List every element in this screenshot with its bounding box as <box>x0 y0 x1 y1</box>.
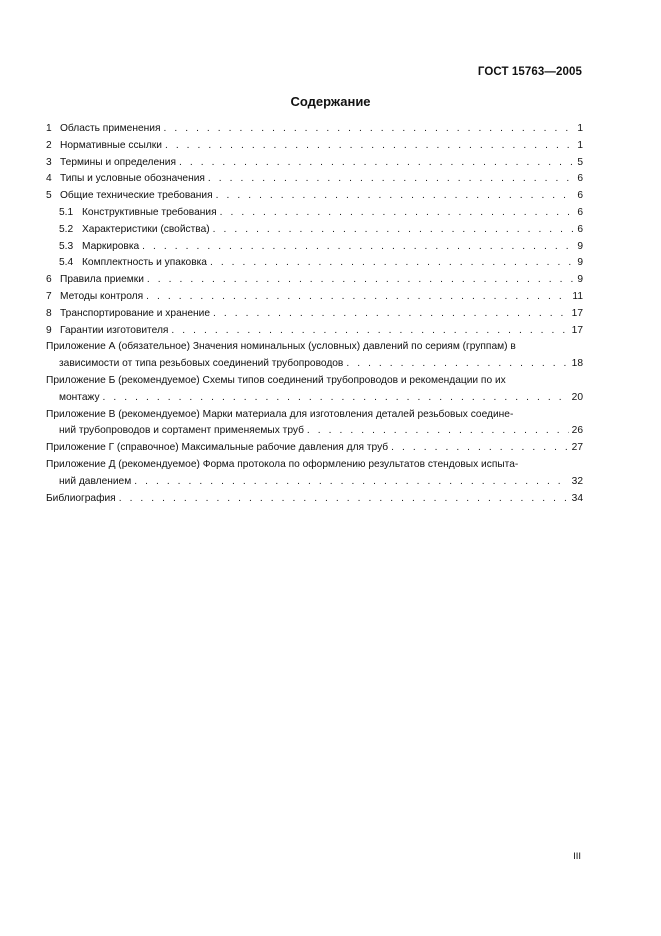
toc-entry-title: Общие технические требования <box>60 190 213 202</box>
toc-entry-title: Область применения <box>60 123 161 134</box>
dot-leader <box>216 188 575 205</box>
toc-entry-number: 6 <box>46 274 52 286</box>
dot-leader <box>134 474 568 491</box>
toc-entry-5-4[interactable] <box>46 255 583 272</box>
toc-entry-title: Транспортирование и хранение <box>60 307 211 319</box>
dot-leader <box>210 255 574 272</box>
toc-entry-page: 5 <box>577 156 583 168</box>
toc-entry-page: 32 <box>571 475 583 487</box>
toc-entry-5[interactable] <box>46 188 583 205</box>
appendix-title: Приложение В (рекомендуемое) Марки материала для изготовления деталей резьбовых соедине- <box>46 408 514 420</box>
toc-entry-5-1[interactable] <box>46 205 583 222</box>
toc-entry-7[interactable] <box>46 289 583 306</box>
toc-entry-page: 26 <box>571 425 583 437</box>
toc-entry-page: 17 <box>571 324 583 336</box>
toc-entry-page: 20 <box>571 391 583 403</box>
standard-code: ГОСТ 15763—2005 <box>477 66 582 78</box>
toc-entry-page: 9 <box>577 274 583 286</box>
toc-entry-page: 1 <box>577 123 583 134</box>
toc-entry-number: 4 <box>46 173 52 185</box>
toc-appendix-v[interactable] <box>46 407 583 441</box>
toc-entry-title: Типы и условные обозначения <box>60 173 205 185</box>
toc-entry-number: 5.2 <box>59 223 74 235</box>
toc-entry-title: Комплектность и упаковка <box>82 257 207 269</box>
dot-leader <box>171 323 568 340</box>
toc-entry-1[interactable] <box>46 121 583 138</box>
toc-entry-6[interactable] <box>46 272 583 289</box>
toc-entry-number: 5.1 <box>59 206 74 218</box>
dot-leader <box>220 205 575 222</box>
appendix-title: Приложение А (обязательное) Значения номинальных (условных) давлений по сериям (группам) в <box>46 341 516 353</box>
dot-leader <box>103 390 569 407</box>
toc-entry-4[interactable] <box>46 171 583 188</box>
dot-leader <box>163 121 574 138</box>
toc-entry-number: 3 <box>46 156 52 168</box>
toc-entry-page: 9 <box>577 257 583 269</box>
toc-entry-page: 18 <box>571 358 583 370</box>
dot-leader <box>213 222 575 239</box>
toc-title: Содержание <box>290 94 371 109</box>
toc-entry-page: 17 <box>571 307 583 319</box>
toc-entry-title: Термины и определения <box>60 156 176 168</box>
toc-entry-8[interactable] <box>46 306 583 323</box>
page-number: III <box>573 851 581 862</box>
toc-entry-title: Нормативные ссылки <box>60 139 162 151</box>
dot-leader <box>213 306 569 323</box>
toc-entry-number: 2 <box>46 139 52 151</box>
toc-entry-2[interactable] <box>46 138 583 155</box>
dot-leader <box>165 138 574 155</box>
dot-leader <box>307 423 569 440</box>
appendix-title-continued: зависимости от типа резьбовых соединений трубопроводов <box>59 358 344 370</box>
toc-bibliography[interactable] <box>46 491 583 508</box>
toc-entry-number: 7 <box>46 290 52 302</box>
toc-entry-number: 8 <box>46 307 52 319</box>
toc-entry-number: 5.4 <box>59 257 74 269</box>
toc-entry-page: 11 <box>572 290 583 302</box>
toc-entry-title: Правила приемки <box>60 274 144 286</box>
toc-entry-title: Гарантии изготовителя <box>60 324 169 336</box>
dot-leader <box>147 272 574 289</box>
dot-leader <box>179 155 574 172</box>
toc-entry-page: 9 <box>577 240 583 252</box>
dot-leader <box>391 440 569 457</box>
toc-entry-title: Маркировка <box>82 240 140 252</box>
toc-entry-title: Конструктивные требования <box>82 206 217 218</box>
appendix-title-continued: ний трубопроводов и сортамент применяемых труб <box>59 425 304 437</box>
toc-entry-number: 5 <box>46 190 52 202</box>
appendix-title: Приложение Д (рекомендуемое) Форма протокола по оформлению результатов стендовых испыта- <box>46 458 519 470</box>
toc-entry-5-2[interactable] <box>46 222 583 239</box>
bibliography-title: Библиография <box>46 492 116 504</box>
toc-appendix-g[interactable] <box>46 440 583 457</box>
toc-entry-title: Характеристики (свойства) <box>82 223 210 235</box>
dot-leader <box>142 239 574 256</box>
appendix-title: Приложение Б (рекомендуемое) Схемы типов соединений трубопроводов и рекомендации по их <box>46 374 506 386</box>
toc-entry-page: 34 <box>571 492 583 504</box>
appendix-title: Приложение Г (справочное) Максимальные рабочие давления для труб <box>46 442 389 454</box>
dot-leader <box>208 171 574 188</box>
toc-entry-number: 5.3 <box>59 240 74 252</box>
dot-leader <box>346 356 568 373</box>
toc-entry-3[interactable] <box>46 155 583 172</box>
dot-leader <box>119 491 569 508</box>
toc-appendix-d[interactable] <box>46 457 583 491</box>
toc-entry-page: 6 <box>577 173 583 185</box>
toc-entry-9[interactable] <box>46 323 583 340</box>
toc-entry-page: 6 <box>577 190 583 202</box>
appendix-title-continued: ний давлением <box>59 475 132 487</box>
toc-entry-5-3[interactable] <box>46 239 583 256</box>
dot-leader <box>146 289 569 306</box>
toc-entry-page: 1 <box>577 139 583 151</box>
appendix-title-continued: монтажу <box>59 391 100 403</box>
table-of-contents <box>46 121 583 507</box>
toc-entry-number: 9 <box>46 324 52 336</box>
toc-entry-title: Методы контроля <box>60 290 144 302</box>
toc-appendix-a[interactable] <box>46 339 583 373</box>
toc-entry-number: 1 <box>46 123 52 134</box>
toc-entry-page: 27 <box>571 442 583 454</box>
toc-entry-page: 6 <box>577 223 583 235</box>
toc-appendix-b[interactable] <box>46 373 583 407</box>
toc-entry-page: 6 <box>577 206 583 218</box>
